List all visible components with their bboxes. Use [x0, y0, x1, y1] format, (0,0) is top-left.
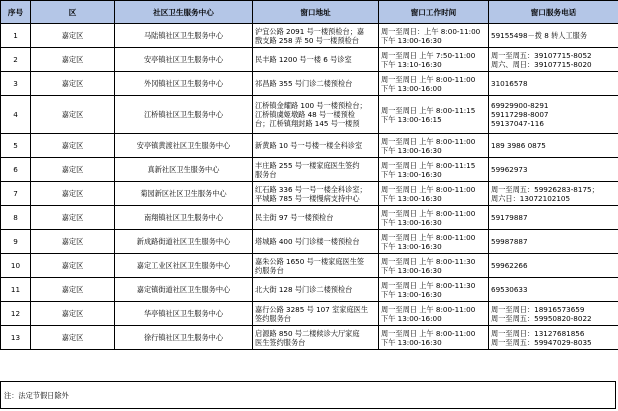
- cell-center: 真新社区卫生服务中心: [115, 158, 253, 182]
- cell-address-line: 塔城路 400 号门诊楼一楼预检台: [255, 237, 360, 246]
- cell-phone-line: 周一至周日：18916573659: [491, 304, 585, 314]
- table-row: [1, 134, 618, 158]
- header-phone: 窗口服务电话: [489, 1, 618, 24]
- cell-address-line: 江桥镇金耀路 100 号一楼预检台；: [255, 101, 367, 110]
- cell-hours-line: 下午 13:00-16:15: [381, 114, 442, 124]
- cell-hours-line: 周一至周日 上午 8:00-11:00: [381, 136, 476, 146]
- cell-district: 嘉定区: [31, 72, 115, 96]
- cell-phone-line: 59155498－拨 8 转人工服务: [491, 31, 588, 40]
- cell-hours-line: 下午 13:00-16:30: [381, 289, 442, 299]
- header-center: 社区卫生服务中心: [115, 1, 253, 24]
- cell-address: [253, 326, 379, 350]
- cell-no: 2: [1, 48, 31, 72]
- cell-phone-line: 周六、周日：39107715-8020: [491, 59, 592, 69]
- cell-address: [253, 278, 379, 302]
- cell-center: 安亭镇黄渡社区卫生服务中心: [115, 134, 253, 158]
- cell-district: 嘉定区: [31, 48, 115, 72]
- cell-no: 8: [1, 206, 31, 230]
- cell-phone: [489, 24, 618, 48]
- cell-address-line: 新黄路 10 号一号楼一楼全科诊室: [255, 141, 363, 150]
- cell-hours: [379, 48, 489, 72]
- cell-center: 嘉定镇街道社区卫生服务中心: [115, 278, 253, 302]
- cell-hours-line: 下午 13:00-16:30: [381, 169, 442, 179]
- footnote: 注：法定节假日除外: [0, 381, 616, 409]
- cell-no: 13: [1, 326, 31, 350]
- cell-hours: [379, 206, 489, 230]
- cell-address-line: 启源路 850 号二楼候诊大厅家庭: [255, 328, 360, 338]
- cell-address: [253, 24, 379, 48]
- cell-hours-line: 周一至周日 上午 8:00-11:00: [381, 232, 476, 242]
- cell-district: 嘉定区: [31, 230, 115, 254]
- table-row: [1, 302, 618, 326]
- cell-center: 新成路街道社区卫生服务中心: [115, 230, 253, 254]
- cell-address: [253, 302, 379, 326]
- cell-phone: [489, 206, 618, 230]
- cell-hours-line: 周一至周日：上午 8:00-11:00: [381, 26, 481, 36]
- cell-phone: [489, 96, 618, 134]
- cell-phone-line: 69530633: [491, 285, 528, 294]
- cell-hours: [379, 302, 489, 326]
- cell-hours: [379, 254, 489, 278]
- cell-address-line: 嘉朱公路 1650 号一楼家庭医生签: [255, 256, 365, 266]
- cell-hours: [379, 134, 489, 158]
- cell-no: 10: [1, 254, 31, 278]
- cell-address: [253, 182, 379, 206]
- cell-phone: [489, 326, 618, 350]
- cell-district: 嘉定区: [31, 302, 115, 326]
- cell-district: 嘉定区: [31, 254, 115, 278]
- cell-hours-line: 周一至周日 上午 8:00-11:00: [381, 208, 476, 218]
- cell-address-line: 红石路 336 号一号一楼全科诊室；: [255, 184, 367, 194]
- cell-hours: [379, 326, 489, 350]
- cell-center: 马陆镇社区卫生服务中心: [115, 24, 253, 48]
- cell-hours: [379, 72, 489, 96]
- cell-hours: [379, 230, 489, 254]
- cell-address-line: 祁昌路 355 号门诊二楼预检台: [255, 79, 353, 88]
- cell-address: [253, 254, 379, 278]
- cell-phone: [489, 48, 618, 72]
- cell-phone: [489, 182, 618, 206]
- cell-address-line: 约服务台: [255, 265, 284, 275]
- cell-address: [253, 48, 379, 72]
- table-row: [1, 230, 618, 254]
- cell-district: 嘉定区: [31, 326, 115, 350]
- header-hours: 窗口工作时间: [379, 1, 489, 24]
- cell-address-line: 台；江桥镇翔封路 145 号一楼预: [255, 119, 360, 128]
- cell-hours-line: 周一至周日 上午 7:50-11:00: [381, 50, 476, 60]
- cell-address: [253, 134, 379, 158]
- cell-phone: [489, 72, 618, 96]
- cell-hours: [379, 24, 489, 48]
- cell-no: 6: [1, 158, 31, 182]
- header-address: 窗口地址: [253, 1, 379, 24]
- cell-district: 嘉定区: [31, 182, 115, 206]
- cell-address: [253, 96, 379, 134]
- cell-phone: [489, 278, 618, 302]
- cell-phone-line: 59962973: [491, 165, 528, 174]
- cell-district: 嘉定区: [31, 158, 115, 182]
- cell-district: 嘉定区: [31, 206, 115, 230]
- header-no: 序号: [1, 1, 31, 24]
- cell-hours-line: 周一至周日 上午 8:00-11:00: [381, 328, 476, 338]
- table-row: [1, 96, 618, 134]
- cell-hours-line: 下午 13:00-16:30: [381, 337, 442, 347]
- cell-address-line: 医生签约服务台: [255, 337, 306, 347]
- cell-phone: [489, 254, 618, 278]
- cell-address: [253, 158, 379, 182]
- cell-center: 华亭镇社区卫生服务中心: [115, 302, 253, 326]
- cell-hours-line: 周一至周日 上午 8:00-11:00: [381, 304, 476, 314]
- cell-no: 5: [1, 134, 31, 158]
- cell-phone: [489, 302, 618, 326]
- cell-center: 徐行镇社区卫生服务中心: [115, 326, 253, 350]
- cell-phone-line: 59137047-116: [491, 119, 544, 128]
- table-row: [1, 278, 618, 302]
- cell-no: 11: [1, 278, 31, 302]
- cell-address-line: 平城路 785 号一楼慢病支持中心: [255, 193, 360, 203]
- table-row: [1, 48, 618, 72]
- cell-hours: [379, 96, 489, 134]
- cell-center: 嘉定工业区社区卫生服务中心: [115, 254, 253, 278]
- cell-phone-line: 周一至周五：59947029-8035: [491, 337, 592, 347]
- cell-address-line: 民主街 97 号一楼预检台: [255, 213, 334, 222]
- cell-no: 12: [1, 302, 31, 326]
- cell-address: [253, 230, 379, 254]
- cell-phone: [489, 134, 618, 158]
- cell-center: 南翔镇社区卫生服务中心: [115, 206, 253, 230]
- cell-hours-line: 下午 13:00-16:30: [381, 265, 442, 275]
- cell-address-line: 民丰路 1200 号一楼 6 号诊室: [255, 55, 352, 64]
- header-district: 区: [31, 1, 115, 24]
- cell-district: 嘉定区: [31, 24, 115, 48]
- header-row: [1, 1, 618, 24]
- cell-hours-line: 周一至周日 上午 8:00-11:00: [381, 74, 476, 84]
- table-row: [1, 24, 618, 48]
- cell-address-line: 嘉行公路 3285 号 107 室家庭医生: [255, 304, 369, 314]
- cell-phone: [489, 158, 618, 182]
- cell-center: 菊园新区社区卫生服务中心: [115, 182, 253, 206]
- cell-phone-line: 69929900-8291: [491, 101, 549, 110]
- cell-hours-line: 周一至周日 上午 8:00-11:30: [381, 280, 476, 290]
- cell-hours-line: 下午 13:00-16:00: [381, 313, 442, 323]
- cell-phone: [489, 230, 618, 254]
- cell-phone-line: 59117298-8007: [491, 110, 549, 119]
- cell-address-line: 北大街 128 号门诊二楼预检台: [255, 285, 353, 294]
- cell-phone-line: 59962266: [491, 261, 528, 270]
- table-row: [1, 72, 618, 96]
- table-row: [1, 206, 618, 230]
- cell-address-line: 服务台: [255, 169, 277, 179]
- cell-phone-line: 31016578: [491, 79, 528, 88]
- table-row: [1, 254, 618, 278]
- cell-no: 3: [1, 72, 31, 96]
- cell-phone-line: 59179887: [491, 213, 528, 222]
- cell-hours-line: 周一至周日 上午 8:00-11:15: [381, 105, 476, 115]
- cell-phone-line: 周一至周五：59950820-8022: [491, 313, 592, 323]
- cell-phone-line: 周六日：13072102105: [491, 193, 571, 203]
- cell-hours-line: 周一至周日 上午 8:00-11:15: [381, 160, 476, 170]
- cell-district: 嘉定区: [31, 96, 115, 134]
- cell-hours: [379, 158, 489, 182]
- table-row: [1, 158, 618, 182]
- cell-hours-line: 下午 13:00-16:00: [381, 83, 442, 93]
- cell-address-line: 江桥镇虞姬墩路 48 号一楼预检: [255, 110, 355, 119]
- cell-address-line: 丰庄路 255 号一楼家庭医生签约: [255, 160, 360, 170]
- cell-hours-line: 下午 13:10-16:30: [381, 59, 442, 69]
- cell-no: 1: [1, 24, 31, 48]
- cell-center: 江桥镇社区卫生服务中心: [115, 96, 253, 134]
- cell-phone-line: 周一至周五：59926283-8175；: [491, 184, 599, 194]
- cell-hours-line: 下午 13:00-16:30: [381, 145, 442, 155]
- table-row: [1, 182, 618, 206]
- cell-phone-line: 59987887: [491, 237, 528, 246]
- cell-address-line: 签约服务台: [255, 313, 291, 323]
- cell-district: 嘉定区: [31, 278, 115, 302]
- cell-no: 4: [1, 96, 31, 134]
- cell-hours: [379, 182, 489, 206]
- cell-center: 外冈镇社区卫生服务中心: [115, 72, 253, 96]
- cell-phone-line: 周一至周日：13127681856: [491, 328, 585, 338]
- cell-center: 安亭镇社区卫生服务中心: [115, 48, 253, 72]
- cell-no: 7: [1, 182, 31, 206]
- cell-hours-line: 周一至周日 上午 8:00-11:30: [381, 256, 476, 266]
- cell-hours-line: 下午 13:00-16:30: [381, 241, 442, 251]
- cell-hours-line: 下午 13:00-16:30: [381, 217, 442, 227]
- cell-phone-line: 周一至周五：39107715-8052: [491, 50, 592, 60]
- cell-hours: [379, 278, 489, 302]
- cell-hours-line: 下午 13:00-16:30: [381, 193, 442, 203]
- cell-address-line: 沪宜公路 2091 号一楼预检台；嘉: [255, 26, 365, 36]
- cell-no: 9: [1, 230, 31, 254]
- cell-hours-line: 下午 13:00-16:30: [381, 35, 442, 45]
- cell-district: 嘉定区: [31, 134, 115, 158]
- table-row: [1, 326, 618, 350]
- cell-phone-line: 189 3986 0875: [491, 141, 546, 150]
- cell-address-line: 戬支路 258 弄 50 号一楼预检台: [255, 35, 359, 45]
- cell-address: [253, 206, 379, 230]
- cell-address: [253, 72, 379, 96]
- cell-hours-line: 周一至周日 上午 8:00-11:00: [381, 184, 476, 194]
